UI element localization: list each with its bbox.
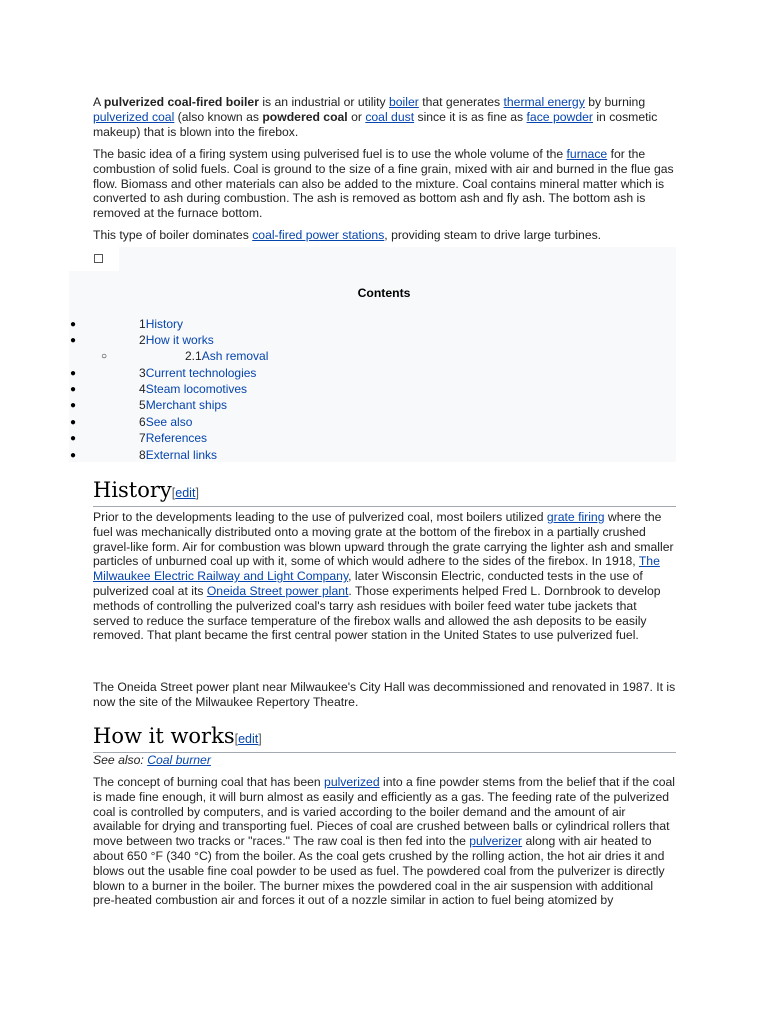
toc-number: 3 bbox=[139, 366, 146, 380]
toc-label: Ash removal bbox=[201, 349, 269, 363]
link-boiler[interactable]: boiler bbox=[389, 95, 419, 109]
section-heading-how-it-works bbox=[93, 723, 676, 753]
text: where the fuel was mechanically distributed onto a moving grate at the bottom of the firebox in a partially crushed gravel-like form. Air for combustion was blown upward through the grate carrying the lighter ash and smaller particles of unburned coal up with it, some of which would adhere to the sides of the firebox. In 1918, bbox=[93, 510, 674, 569]
toc-item-how-it-works[interactable] bbox=[139, 333, 214, 347]
text: , later Wisconsin Electric, conducted tests in the use of pulverized coal at its bbox=[93, 569, 643, 598]
text: Prior to the developments leading to the use of pulverized coal, most boilers utilized bbox=[93, 510, 547, 524]
text: The concept of burning coal that has been bbox=[93, 775, 325, 789]
link-coal-fired-power-stations[interactable]: coal-fired power stations bbox=[252, 228, 385, 242]
heading-text: History bbox=[93, 478, 172, 502]
link-pulverized-coal[interactable]: pulverized coal bbox=[93, 109, 175, 124]
link-milwaukee-electric-railway[interactable]: The Milwaukee Electric Railway and Light Company bbox=[93, 554, 660, 584]
toc-label: See also bbox=[145, 415, 193, 429]
bold-term: pulverized coal-fired boiler bbox=[103, 95, 259, 109]
edit-link-history[interactable]: edit bbox=[175, 486, 196, 500]
toc-item-ash-removal[interactable] bbox=[185, 349, 268, 363]
toc-bullet: ● bbox=[70, 319, 77, 330]
toc-number: 1 bbox=[139, 317, 146, 331]
heading-text: How it works bbox=[93, 724, 235, 748]
toc-item-steam-locomotives[interactable] bbox=[139, 382, 247, 396]
toc-label: How it works bbox=[145, 333, 214, 347]
toc-label: Steam locomotives bbox=[145, 382, 248, 396]
toc-item-see-also[interactable] bbox=[139, 415, 192, 429]
toc-bullet: ● bbox=[70, 335, 77, 346]
toc-label: External links bbox=[145, 448, 218, 462]
toc-title: Contents bbox=[357, 286, 411, 300]
toc-toggle-checkbox[interactable] bbox=[94, 254, 103, 263]
toc-number: 2 bbox=[139, 333, 146, 347]
toc-label: History bbox=[145, 317, 184, 331]
bracket: ] bbox=[195, 486, 199, 500]
bold-term: powdered coal bbox=[262, 109, 348, 124]
toc-bullet: ● bbox=[70, 384, 77, 395]
edit-link-how-it-works[interactable]: edit bbox=[238, 732, 259, 746]
link-furnace[interactable]: furnace bbox=[566, 147, 608, 161]
link-pulverizer[interactable]: pulverizer bbox=[469, 834, 523, 849]
toc-bullet: ● bbox=[70, 368, 77, 379]
text: A bbox=[93, 95, 104, 109]
text: in cosmetic makeup) that is blown into the firebox. bbox=[93, 109, 658, 139]
section-heading-history bbox=[93, 477, 676, 507]
link-oneida-street-power-plant[interactable]: Oneida Street power plant bbox=[206, 583, 349, 598]
toc-item-history[interactable] bbox=[139, 317, 183, 331]
toc-bullet: ● bbox=[70, 417, 77, 428]
link-pulverized[interactable]: pulverized bbox=[324, 775, 380, 789]
text: (also known as bbox=[174, 109, 263, 124]
toc-item-current-technologies[interactable] bbox=[139, 366, 256, 380]
toc-notch bbox=[69, 247, 93, 271]
how-paragraph-1 bbox=[93, 775, 676, 908]
toc-bullet: ● bbox=[70, 433, 77, 444]
history-paragraph-1 bbox=[93, 510, 676, 643]
edit-section bbox=[235, 732, 262, 746]
text: or bbox=[347, 109, 366, 124]
intro-paragraph-3 bbox=[93, 228, 676, 243]
toc-item-merchant-ships[interactable] bbox=[139, 398, 227, 412]
text: since it is as fine as bbox=[414, 109, 527, 124]
text: along with air heated to about 650 °F (340 °C) from the boiler. As the coal gets crushed by the rolling action, the hot air dries it and blows out the usable fine coal powder to be used as fuel. The powdered coal from the pulverizer is directly blown to a burner in the boiler. The burner mixes the powdered coal in the air suspension with additional pre-heated combustion air and forces it out of a nozzle similar in action to fuel being atomized by bbox=[93, 834, 665, 908]
bracket: [ bbox=[234, 732, 239, 746]
toc-number: 4 bbox=[139, 382, 146, 396]
text: This type of boiler dominates bbox=[93, 228, 253, 242]
bracket: [ bbox=[171, 486, 176, 500]
toc-label: References bbox=[145, 431, 208, 445]
text: . Those experiments helped Fred L. Dornbrook to develop methods of controlling the pulverized coal's tarry ash residues with boiler feed water tube jackets that served to reduce the surface temperature of the firebox walls and allowed the ash deposits to be easily removed. That plant became the first central power station in the United States to use pulverized fuel. bbox=[93, 583, 661, 643]
link-coal-burner[interactable]: Coal burner bbox=[147, 753, 211, 767]
link-thermal-energy[interactable]: thermal energy bbox=[503, 95, 585, 109]
toc-box bbox=[69, 247, 676, 462]
see-also-hatnote bbox=[93, 753, 676, 768]
toc-item-references[interactable] bbox=[139, 431, 207, 445]
hatnote-prefix: See also: bbox=[93, 753, 148, 767]
text: into a fine powder stems from the belief that if the coal is made fine enough, it will burn almost as easily and efficiently as a gas. The feeding rate of the pulverized coal is controlled by computers, and is varied according to the boiler demand and the amount of air available for drying and transporting fuel. Pieces of coal are crushed between balls or cylindrical rollers that move between two tracks or "races." The raw coal is then fed into the bbox=[93, 775, 675, 849]
link-coal-dust[interactable]: coal dust bbox=[365, 109, 415, 124]
text: that generates bbox=[418, 95, 504, 109]
link-grate-firing[interactable]: grate firing bbox=[546, 510, 605, 524]
text: , providing steam to drive large turbines. bbox=[384, 228, 602, 242]
toc-bullet: ● bbox=[70, 400, 77, 411]
toc-number: 5 bbox=[139, 398, 146, 412]
toc-number: 2.1 bbox=[185, 349, 202, 363]
toc-number: 6 bbox=[139, 415, 146, 429]
intro-paragraph-2 bbox=[93, 147, 676, 221]
toc-label: Current technologies bbox=[145, 366, 257, 380]
text: for the combustion of solid fuels. Coal is ground to the size of a fine grain, mixed with air and burned in the flue gas flow. Biomass and other materials can also be added to the mixture. Coal contains mineral matter which is converted to ash during combustion. The ash is removed as bottom ash and fly ash. The bottom ash is removed at the furnace bottom. bbox=[93, 147, 674, 221]
toc-item-external-links[interactable] bbox=[139, 448, 217, 462]
bracket: ] bbox=[258, 732, 262, 746]
toc-label: Merchant ships bbox=[145, 398, 228, 412]
toc-bullet: ● bbox=[70, 450, 77, 461]
text: The basic idea of a firing system using pulverised fuel is to use the whole volume of the bbox=[93, 147, 567, 161]
toc-number: 7 bbox=[139, 431, 146, 445]
history-paragraph-2: The Oneida Street power plant near Milwaukee's City Hall was decommissioned and renovated in 1987. It is now the site of the Milwaukee Repertory Theatre. bbox=[93, 680, 676, 709]
text: by burning bbox=[584, 95, 646, 109]
edit-section bbox=[172, 486, 199, 500]
link-face-powder[interactable]: face powder bbox=[526, 109, 593, 124]
text: is an industrial or utility bbox=[258, 95, 389, 109]
toc-circle-bullet: ○ bbox=[101, 351, 108, 362]
toc-number: 8 bbox=[139, 448, 146, 462]
intro-paragraph-1 bbox=[93, 95, 676, 139]
